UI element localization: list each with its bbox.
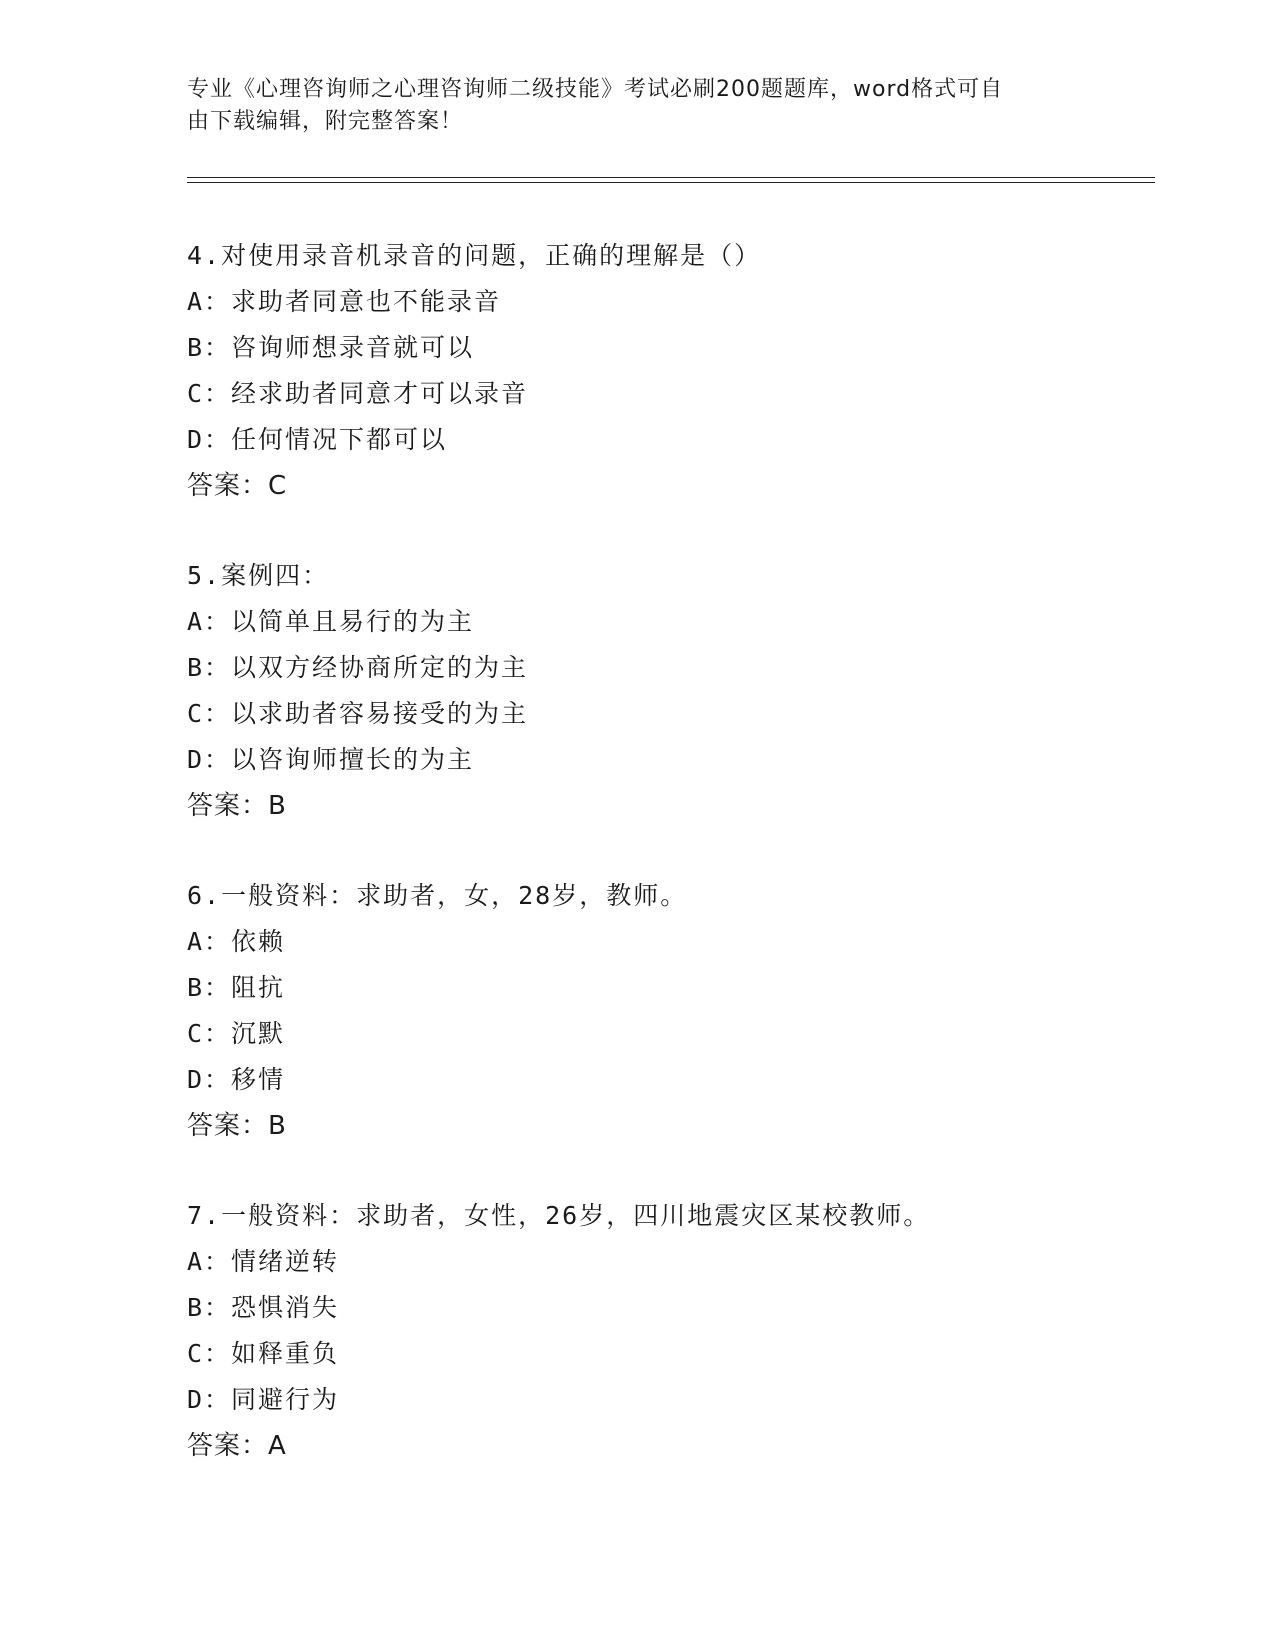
question-7 xyxy=(187,1193,1147,1469)
option-a: A：依赖 xyxy=(187,927,286,956)
option-c: C：以求助者容易接受的为主 xyxy=(187,699,529,728)
option-d: D：以咨询师擅长的为主 xyxy=(187,745,475,774)
question-4 xyxy=(187,233,1147,509)
header-line-1: 专业《心理咨询师之心理咨询师二级技能》考试必刷200题题库，word格式可自 xyxy=(187,77,1004,102)
question-5 xyxy=(187,553,1147,829)
header-divider-top xyxy=(187,177,1155,178)
question-title: 4.对使用录音机录音的问题，正确的理解是（） xyxy=(187,241,762,270)
option-d: D：任何情况下都可以 xyxy=(187,425,448,454)
option-c: C：经求助者同意才可以录音 xyxy=(187,379,529,408)
question-6 xyxy=(187,873,1147,1149)
answer: 答案：C xyxy=(187,471,288,501)
option-a: A：求助者同意也不能录音 xyxy=(187,287,502,316)
option-a: A：以简单且易行的为主 xyxy=(187,607,475,636)
option-b: B：恐惧消失 xyxy=(187,1293,340,1322)
option-c: C：如释重负 xyxy=(187,1339,340,1368)
header-divider-bottom xyxy=(187,182,1155,183)
question-title: 6.一般资料：求助者，女，28岁，教师。 xyxy=(187,881,688,910)
option-d: D：移情 xyxy=(187,1065,286,1094)
question-title: 7.一般资料：求助者，女性，26岁，四川地震灾区某校教师。 xyxy=(187,1201,931,1230)
answer: 答案：B xyxy=(187,791,287,821)
option-b: B：阻抗 xyxy=(187,973,286,1002)
header-line-2: 由下载编辑，附完整答案！ xyxy=(187,109,464,134)
option-b: B：咨询师想录音就可以 xyxy=(187,333,475,362)
option-a: A：情绪逆转 xyxy=(187,1247,340,1276)
question-title: 5.案例四： xyxy=(187,561,330,590)
document-header xyxy=(187,74,1067,138)
answer: 答案：B xyxy=(187,1111,287,1141)
answer: 答案：A xyxy=(187,1431,287,1461)
option-d: D：同避行为 xyxy=(187,1385,340,1414)
option-b: B：以双方经协商所定的为主 xyxy=(187,653,529,682)
option-c: C：沉默 xyxy=(187,1019,286,1048)
